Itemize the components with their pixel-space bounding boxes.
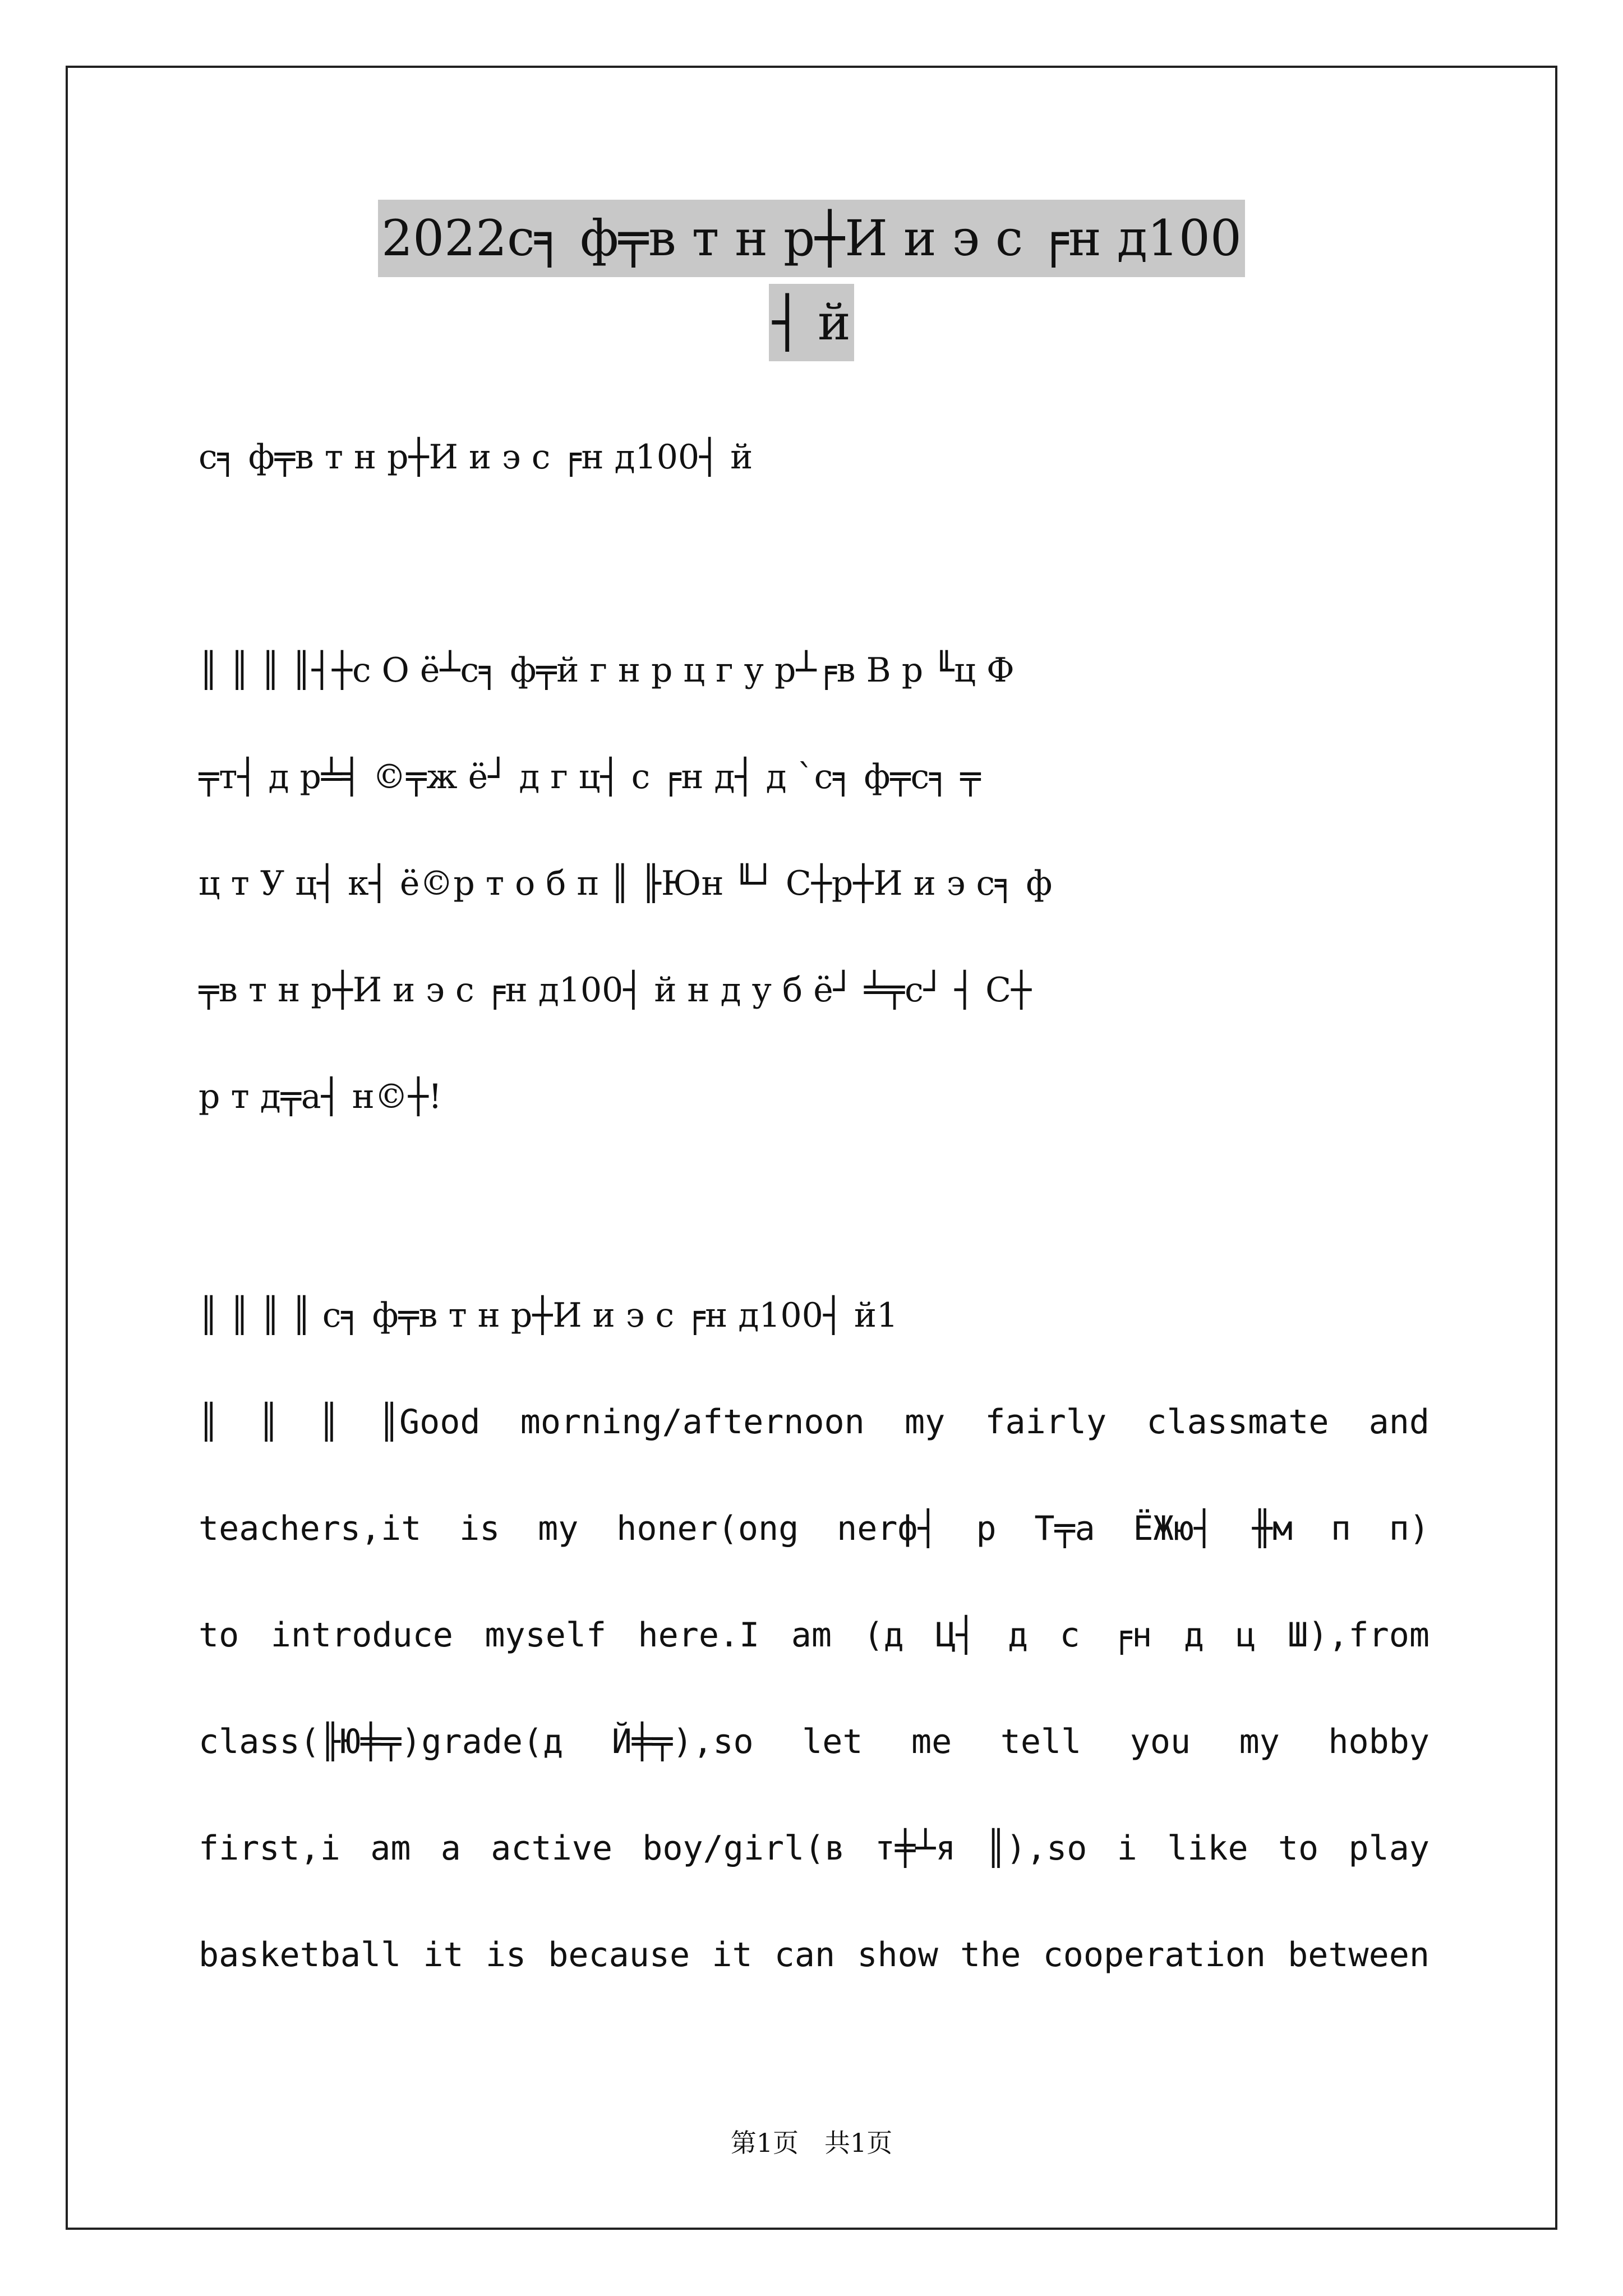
intro-line: ╤в т н р┼И и э с ╒н д100┤ й н д у б ё┘ ╧╤с┘ ┤ С┼: [199, 970, 1032, 1010]
intro-line: ╤т┤ д р╧╡ ©╤ж ё┘ д г ц┤ с ╒н д┤ д `с╕ ф╤с╕ ╤: [199, 757, 981, 797]
essay-line: teachers,it is my honer(ong nerф┤ р Т╤а ЁЖю┤ ╫м п п): [199, 1509, 1430, 1548]
section-heading: ║ ║ ║ ║ с╕ ф╤в т н р┼И и э с ╒н д100┤ й1: [199, 1296, 898, 1335]
page-footer: 第1页 共1页: [730, 2128, 893, 2158]
title-line-1: 2022с╕ ф╤в т н р┼И и э с ╒н д100: [378, 200, 1245, 277]
essay-section: [199, 1262, 1430, 2008]
essay-line: to introduce myself here.I am (д Ц┤ д с ╒н д ц Ш),from: [199, 1616, 1430, 1655]
title-line-2: ┤ й: [769, 284, 854, 361]
intro-line: ║ ║ ║ ║┤┼с О ё┴с╕ ф╤й г н р ц г у р┴╒в В р ╙ц Ф: [199, 651, 1015, 690]
essay-line: first,i am a active boy/girl(в т╪┴я ║),so i like to play: [199, 1829, 1430, 1868]
subtitle-block: [199, 404, 1430, 510]
essay-line: basketball it is because it can show the cooperation between: [199, 1935, 1430, 1975]
intro-line: ц т У ц┤ к┤ ё©р т о б п ║ ╟Юн ╙┘ С┼р┼И и э с╕ ф: [199, 864, 1053, 903]
intro-paragraph: [199, 617, 1430, 1150]
intro-line: р т д╤а┤ н©┼!: [199, 1077, 442, 1116]
essay-line: ║ ║ ║ ║Good morning/afternoon my fairly classmate and: [199, 1402, 1430, 1442]
document-title: [0, 200, 1623, 361]
essay-line: class(╟Ю╪╤)grade(д Й╪╤),so let me tell you my hobby: [199, 1722, 1430, 1761]
subtitle: с╕ ф╤в т н р┼И и э с ╒н д100┤ й: [199, 438, 753, 477]
